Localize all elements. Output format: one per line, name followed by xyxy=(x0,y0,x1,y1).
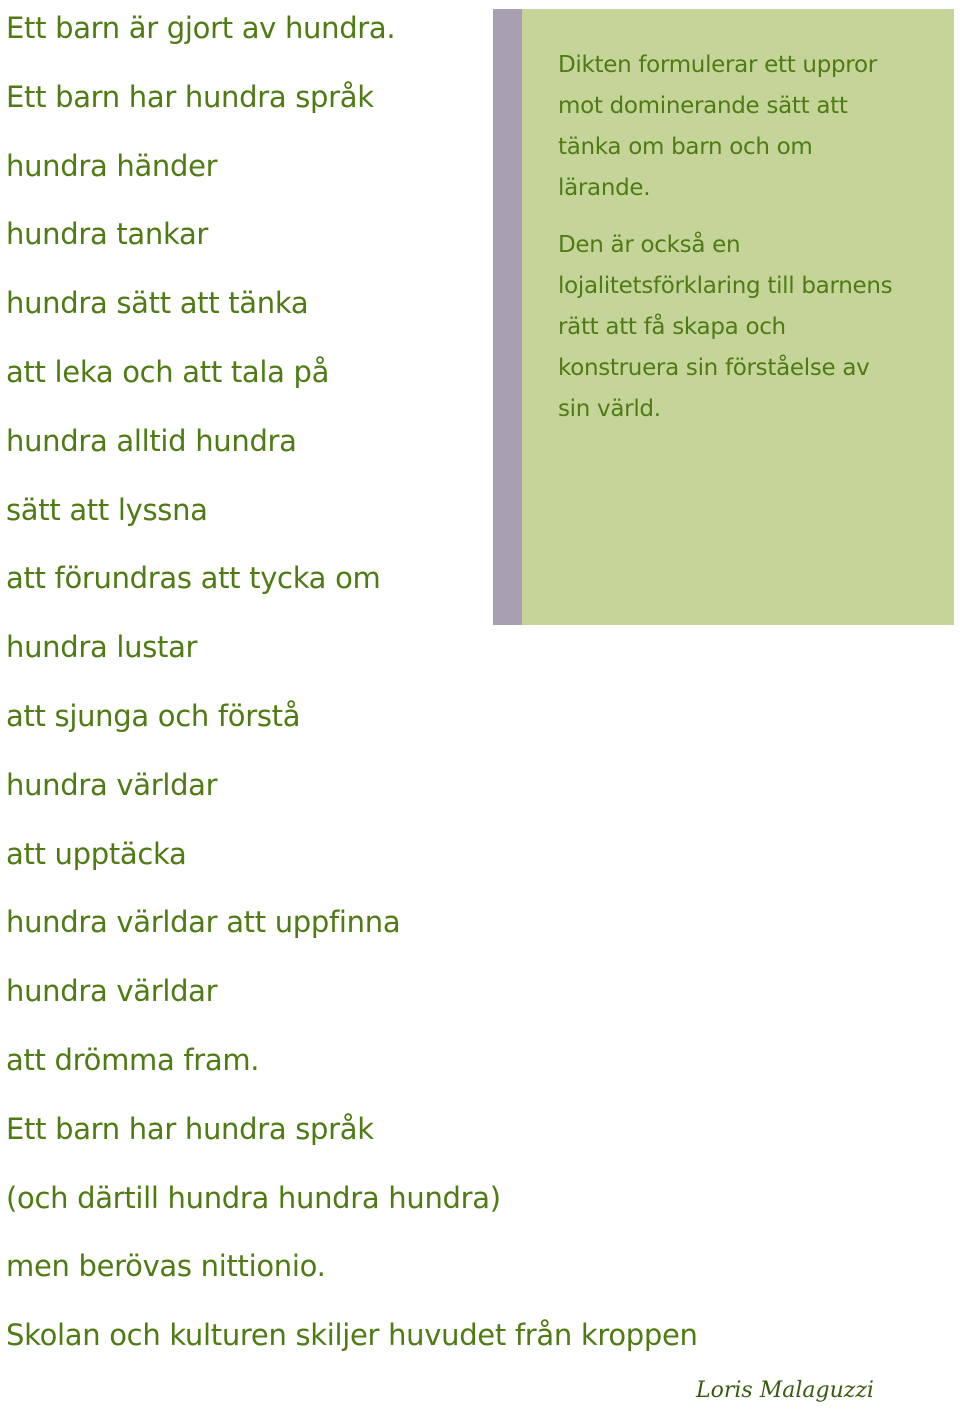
poem-line: sätt att lyssna xyxy=(6,492,208,527)
poem-line: att sjunga och förstå xyxy=(6,698,301,733)
commentary-accent-bar xyxy=(493,9,522,625)
commentary-paragraph-1: Dikten formulerar ett uppror mot dominerande sätt att tänka om barn och om lärande. xyxy=(558,52,877,201)
poem-line: att drömma fram. xyxy=(6,1042,260,1077)
poem-line: hundra världar xyxy=(6,974,218,1009)
poem-line: hundra tankar xyxy=(6,217,209,252)
poem-line: Ett barn har hundra språk xyxy=(6,79,374,114)
commentary-paragraph-2: Den är också en lojalitetsförklaring till barnens rätt att få skapa och konstruera sin förståelse av sin värld. xyxy=(558,232,893,422)
poem-line: hundra sätt att tänka xyxy=(6,286,309,321)
poem-line: men berövas nittionio. xyxy=(6,1249,326,1284)
author-signature: Loris Malaguzzi xyxy=(696,1378,874,1403)
poem-line: Ett barn har hundra språk xyxy=(6,1111,374,1146)
poem-line: Skolan och kulturen skiljer huvudet från kroppen xyxy=(6,1318,698,1353)
poem-line: hundra händer xyxy=(6,148,218,183)
commentary-box xyxy=(493,9,954,625)
poem-line: hundra världar att uppfinna xyxy=(6,905,401,940)
poem-line: hundra alltid hundra xyxy=(6,423,297,458)
poem-line: att förundras att tycka om xyxy=(6,561,381,596)
poem-line: hundra världar xyxy=(6,767,218,802)
poem-line: att upptäcka xyxy=(6,836,187,871)
poem-line: hundra lustar xyxy=(6,630,198,665)
commentary-text xyxy=(558,45,908,446)
poem-line: Ett barn är gjort av hundra. xyxy=(6,11,396,45)
poem-line: (och därtill hundra hundra hundra) xyxy=(6,1180,501,1215)
poem-line: att leka och att tala på xyxy=(6,354,330,389)
